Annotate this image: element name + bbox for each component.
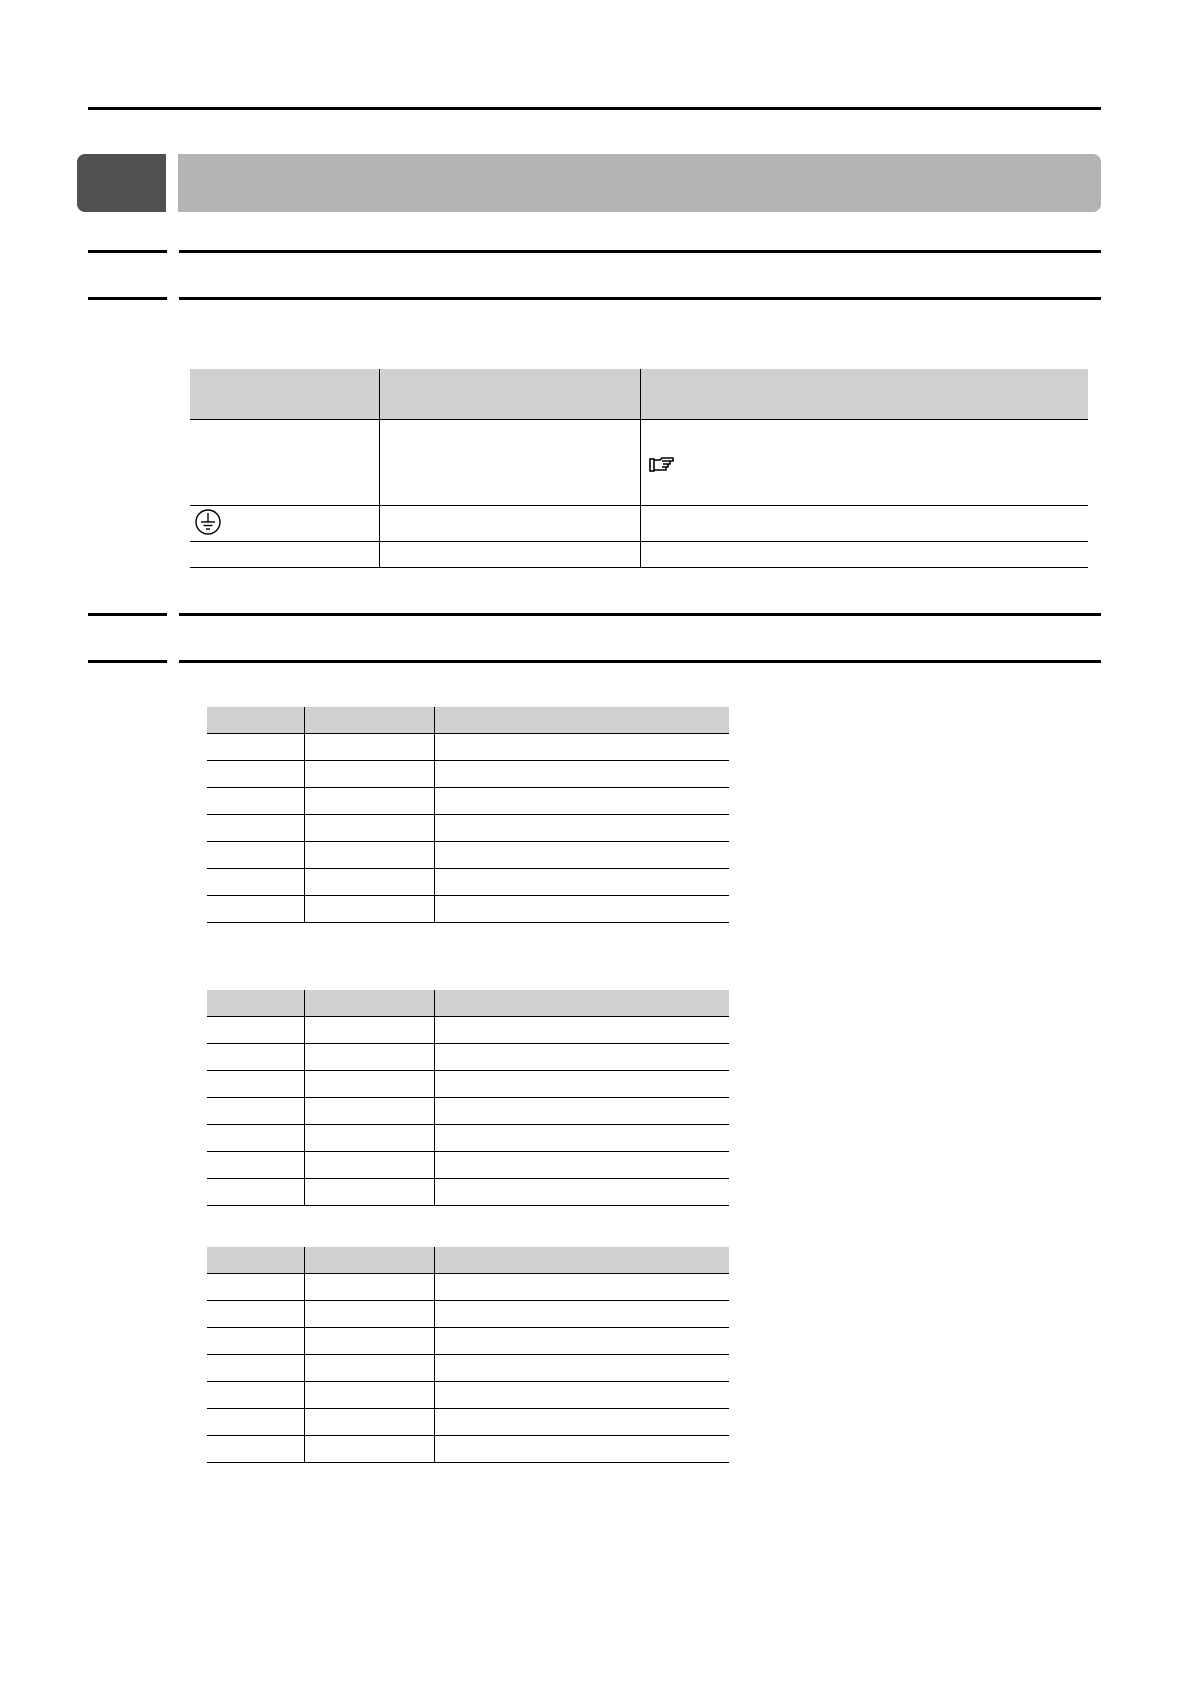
pin-number bbox=[207, 1098, 304, 1125]
section-marker bbox=[88, 613, 167, 616]
signal-function bbox=[434, 842, 729, 869]
table-row bbox=[207, 1152, 729, 1179]
signal-function bbox=[434, 1328, 729, 1355]
pin-number bbox=[207, 1274, 304, 1301]
signal-name bbox=[304, 1301, 434, 1328]
table-row bbox=[207, 1098, 729, 1125]
column-header bbox=[304, 707, 434, 734]
table-header-row bbox=[207, 990, 729, 1017]
signal-function bbox=[434, 1044, 729, 1071]
pin-number bbox=[207, 1071, 304, 1098]
chapter-title-bar bbox=[178, 154, 1101, 212]
table-row bbox=[207, 1179, 729, 1206]
pin-number bbox=[207, 1044, 304, 1071]
terminal-symbol bbox=[190, 506, 379, 542]
column-header bbox=[434, 707, 729, 734]
signal-function bbox=[434, 761, 729, 788]
table-row bbox=[207, 869, 729, 896]
pin-number bbox=[207, 1355, 304, 1382]
table-row bbox=[207, 1436, 729, 1463]
pin-number bbox=[207, 869, 304, 896]
signal-name bbox=[304, 1328, 434, 1355]
signal-function bbox=[434, 1355, 729, 1382]
signal-name bbox=[304, 1152, 434, 1179]
chapter-tab bbox=[77, 154, 166, 212]
table-row bbox=[207, 1409, 729, 1436]
pin-table bbox=[207, 1247, 729, 1463]
pin-table bbox=[207, 990, 729, 1206]
pin-number bbox=[207, 788, 304, 815]
signal-name bbox=[304, 842, 434, 869]
signal-name bbox=[304, 1071, 434, 1098]
section-marker bbox=[88, 297, 167, 300]
pin-number bbox=[207, 1152, 304, 1179]
signal-function bbox=[434, 1179, 729, 1206]
signal-name bbox=[304, 1409, 434, 1436]
signal-name bbox=[304, 1355, 434, 1382]
signal-name bbox=[304, 734, 434, 761]
signal-name bbox=[304, 869, 434, 896]
section-rule-top bbox=[179, 250, 1101, 253]
pin-number bbox=[207, 761, 304, 788]
signal-function bbox=[434, 1274, 729, 1301]
pin-number bbox=[207, 896, 304, 923]
signal-function bbox=[434, 788, 729, 815]
table-row bbox=[207, 1382, 729, 1409]
pin-table bbox=[207, 707, 729, 923]
ground-icon bbox=[194, 508, 222, 539]
column-header bbox=[379, 369, 640, 420]
table-row bbox=[207, 1274, 729, 1301]
table-header-row bbox=[207, 1247, 729, 1274]
terminal-description bbox=[640, 542, 1088, 568]
section-marker bbox=[88, 660, 167, 663]
signal-function bbox=[434, 1436, 729, 1463]
chapter-number bbox=[77, 154, 166, 212]
signal-name bbox=[304, 896, 434, 923]
table-row bbox=[207, 734, 729, 761]
signal-function bbox=[434, 1098, 729, 1125]
table-row bbox=[207, 896, 729, 923]
table-row bbox=[190, 506, 1088, 542]
signal-function bbox=[434, 896, 729, 923]
pin-number bbox=[207, 1301, 304, 1328]
signal-function bbox=[434, 1071, 729, 1098]
signal-name bbox=[304, 1436, 434, 1463]
signal-function bbox=[434, 1409, 729, 1436]
signal-function bbox=[434, 1382, 729, 1409]
table-row bbox=[190, 542, 1088, 568]
terminal-name bbox=[379, 420, 640, 506]
column-header bbox=[207, 1247, 304, 1274]
pin-number bbox=[207, 1179, 304, 1206]
pin-number bbox=[207, 734, 304, 761]
pin-number bbox=[207, 842, 304, 869]
pin-number bbox=[207, 1017, 304, 1044]
signal-name bbox=[304, 761, 434, 788]
terminal-description bbox=[640, 420, 1088, 506]
signal-name bbox=[304, 1017, 434, 1044]
column-header bbox=[304, 990, 434, 1017]
signal-function bbox=[434, 734, 729, 761]
pin-number bbox=[207, 1125, 304, 1152]
terminal-symbol bbox=[190, 420, 379, 506]
signal-name bbox=[304, 1098, 434, 1125]
pin-number bbox=[207, 1382, 304, 1409]
table-row bbox=[207, 1301, 729, 1328]
pin-number bbox=[207, 1409, 304, 1436]
table-row bbox=[207, 761, 729, 788]
pin-number bbox=[207, 1328, 304, 1355]
pointing-hand-icon[interactable] bbox=[649, 456, 675, 477]
table-row bbox=[207, 815, 729, 842]
section-rule-bottom bbox=[179, 660, 1101, 663]
terminal-name bbox=[379, 542, 640, 568]
signal-name bbox=[304, 1179, 434, 1206]
pin-number bbox=[207, 1436, 304, 1463]
signal-name bbox=[304, 1382, 434, 1409]
table-row bbox=[207, 1071, 729, 1098]
signal-name bbox=[304, 788, 434, 815]
signal-name bbox=[304, 1274, 434, 1301]
signal-name bbox=[304, 1044, 434, 1071]
header-rule bbox=[88, 107, 1101, 110]
signal-name bbox=[304, 815, 434, 842]
pin-number bbox=[207, 815, 304, 842]
signal-function bbox=[434, 869, 729, 896]
table-row bbox=[207, 1044, 729, 1071]
table-row bbox=[207, 1328, 729, 1355]
signal-function bbox=[434, 1017, 729, 1044]
table-row bbox=[207, 1125, 729, 1152]
terminal-name bbox=[379, 506, 640, 542]
table-row bbox=[207, 1017, 729, 1044]
section-marker bbox=[88, 250, 167, 253]
column-header bbox=[434, 990, 729, 1017]
section-rule-bottom bbox=[179, 297, 1101, 300]
signal-function bbox=[434, 1152, 729, 1179]
terminal-table bbox=[190, 369, 1088, 568]
column-header bbox=[190, 369, 379, 420]
table-row bbox=[207, 842, 729, 869]
table-header-row bbox=[207, 707, 729, 734]
column-header bbox=[434, 1247, 729, 1274]
section-rule-top bbox=[179, 613, 1101, 616]
table-row bbox=[207, 788, 729, 815]
table-row bbox=[190, 420, 1088, 506]
signal-function bbox=[434, 815, 729, 842]
signal-function bbox=[434, 1125, 729, 1152]
terminal-description bbox=[640, 506, 1088, 542]
column-header bbox=[640, 369, 1088, 420]
signal-name bbox=[304, 1125, 434, 1152]
column-header bbox=[207, 990, 304, 1017]
terminal-symbol bbox=[190, 542, 379, 568]
table-row bbox=[207, 1355, 729, 1382]
column-header bbox=[207, 707, 304, 734]
table-header-row bbox=[190, 369, 1088, 420]
signal-function bbox=[434, 1301, 729, 1328]
column-header bbox=[304, 1247, 434, 1274]
